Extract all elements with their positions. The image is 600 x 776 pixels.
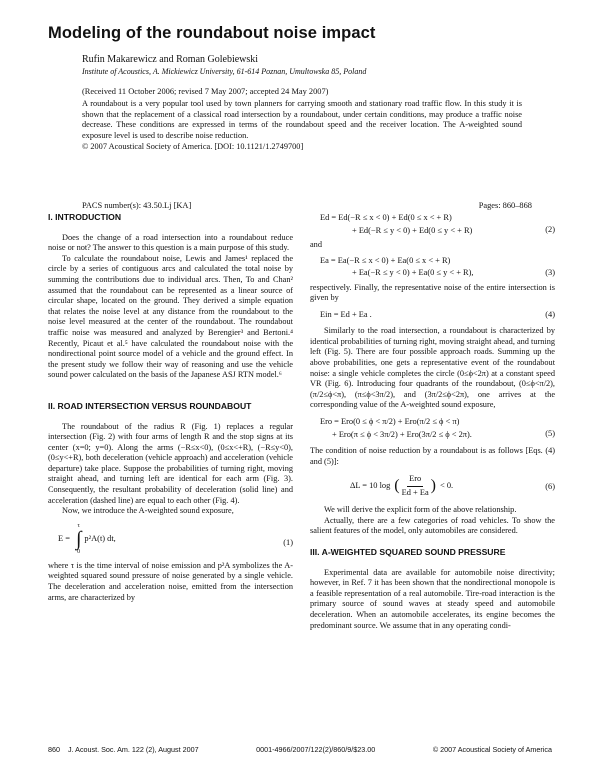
copyright-doi: © 2007 Acoustical Society of America. [DOI: 10.1121/1.2749700]	[82, 141, 304, 151]
right-column	[310, 212, 555, 631]
paren-close: )	[430, 476, 440, 494]
eq-number: (4)	[545, 309, 555, 319]
section-heading: II. ROAD INTERSECTION VERSUS ROUNDABOUT	[48, 400, 252, 411]
equation-6	[310, 473, 555, 499]
paragraph: The condition of noise reduction by a roundabout is as follows [Eqs. (4) and (5)]:	[310, 446, 555, 466]
page-footer	[48, 745, 552, 754]
paragraph: Similarly to the road intersection, a roundabout is characterized by identical probabilities of turning right, moving straight ahead, and turning left (Fig. 5). There are four possible approach roads. Summing up the above probabilities, one gets a representative event of the roundabout noise: a single vehicle completes the circle (0≤ϕ<2π) at a constant speed VR (Fig. 6). Introducing four quadrants of the roundabout, (0≤ϕ<π/2), (π/2≤ϕ<π), (π≤ϕ<3π/2), and (3π/2≤ϕ<2π), one arrives at the corresponding value of the A-weighted sound exposure,	[310, 326, 555, 410]
eq-number: (5)	[545, 429, 555, 439]
paragraph: To calculate the roundabout noise, Lewis and James¹ replaced the circle by a series of contiguous arcs and calculated the total noise by summing the contributions due to individual arcs. Then, To and Chan² assumed that the roundabout can be represented as a linear source of circular shape, located on the ground. They derived a simple equation that relates the noise level at any distance from the roundabout to the noise level measured at the center of the roundabout. The roundabout traffic noise was measured and analyzed by Berengier³ and Bertoni.⁴ Recently, Picaut et al.⁵ have calculated the roundabout noise with the nondirectional point source model of a vehicle and the ground effect. In the present study we follow their way of reasoning and use the vehicle sound power calculated on the basis of the Japanese ASJ RTN model.⁶	[48, 253, 293, 380]
eq-number: (6)	[545, 482, 555, 492]
integral-sign: ∫	[75, 527, 82, 550]
eq1-lhs: E =	[58, 533, 70, 543]
footer-copyright: © 2007 Acoustical Society of America	[432, 745, 552, 754]
footer-issn: 0001-4966/2007/122(2)/860/9/$23.00	[256, 745, 376, 754]
eq6-fraction	[402, 473, 429, 499]
authors: Rufin Makarewicz and Roman Golebiewski	[82, 54, 259, 65]
equation-5	[310, 416, 555, 441]
equation-2	[310, 212, 555, 237]
connector-word: and	[310, 240, 322, 249]
affiliation: Institute of Acoustics, A. Mickiewicz University, 61-614 Poznan, Umultowska 85, Poland	[82, 67, 367, 76]
eq6-denominator: Ed + Ea	[401, 487, 429, 497]
eq5-line2: + Ero(π ≤ ϕ < 3π/2) + Ero(3π/2 ≤ ϕ < 2π).	[332, 429, 472, 439]
paragraph: We will derive the explicit form of the above relationship.	[324, 505, 517, 515]
equation-4	[310, 309, 555, 322]
page-range: Pages: 860–868	[478, 201, 532, 210]
paragraph: Experimental data are available for automobile noise directivity; however, in Ref. 7 it has been shown that the nondirectional monopole is a feasible representation of a real automobile. Tire-road interaction is the primary source of sound waves at steady speed and automobile deceleration. When an automobile accelerates, its engine becomes the predominant source. We assume that in any operating condi-	[310, 567, 555, 630]
eq6-numerator: Ero	[407, 473, 423, 487]
section-heading: III. A-WEIGHTED SQUARED SOUND PRESSURE	[310, 547, 506, 557]
paren-open: (	[390, 476, 400, 494]
eq3-line1: Ea = Ea(−R ≤ x < 0) + Ea(0 ≤ x < + R)	[320, 255, 451, 265]
abstract	[82, 99, 522, 153]
paragraph: Actually, there are a few categories of road vehicles. To show the salient features of the model, only automobiles are considered.	[310, 515, 555, 536]
equation-3	[310, 255, 555, 280]
paragraph: respectively. Finally, the representative noise of the entire intersection is given by	[310, 282, 555, 303]
paragraph: Does the change of a road intersection into a roundabout reduce noise or not? The answer to this question is a main purpose of this study.	[48, 232, 293, 253]
eq5-line1: Ero = Ero(0 ≤ ϕ < π/2) + Ero(π/2 ≤ ϕ < π)	[320, 417, 460, 427]
eq1-lower-limit: 0	[77, 548, 81, 555]
abstract-text: A roundabout is a very popular tool used by town planners for carrying smooth and stationary road traffic flow. In this study it is shown that the replacement of a classical road intersection by a roundabout, under certain conditions, may produce a traffic noise decrease. These conditions are expressed in terms of the roundabout speed and the receiver location. The A-weighted sound exposure level is used to describe noise reduction.	[82, 99, 522, 141]
paragraph: Now, we introduce the A-weighted sound exposure,	[62, 506, 234, 516]
pacs-numbers: PACS number(s): 43.50.Lj [KA]	[82, 201, 192, 210]
eq-number: (2)	[545, 225, 555, 234]
eq6-rhs: < 0.	[440, 480, 454, 490]
paragraph: The roundabout of the radius R (Fig. 1) replaces a regular intersection (Fig. 2) with four arms of length R and the stop signs at its center (x=0; y=0). Along the arms (−R≤x<0), (0≤x<+R), (−R≤y<0), (0≤y<+R), both deceleration (vehicle approach) and acceleration (vehicle departure) take place. Suppose the probabilities of turning right, moving straight ahead, and turning left are identical for each arm (Fig. 3). Consequently, the resultant probability of deceleration (solid line) and acceleration (dashed line) are equal to each other (Fig. 4).	[48, 421, 293, 505]
eq2-line1: Ed = Ed(−R ≤ x < 0) + Ed(0 ≤ x < + R)	[320, 213, 452, 222]
eq1-integrand: p²A(t) dt,	[84, 533, 116, 543]
paragraph: where τ is the time interval of noise emission and p²A symbolizes the A-weighted squared sound pressure of noise generated by a single vehicle. The deceleration and acceleration noise, emitted from the intersection arms, are characterized by	[48, 560, 293, 602]
eq-number: (1)	[283, 537, 293, 547]
eq2-line2: + Ed(−R ≤ y < 0) + Ed(0 ≤ y < + R)	[352, 225, 473, 235]
eq6-lhs: ΔL = 10 log	[350, 480, 391, 490]
equation-1	[48, 523, 293, 555]
left-column	[48, 212, 293, 603]
received-dates: (Received 11 October 2006; revised 7 May 2007; accepted 24 May 2007)	[82, 87, 329, 96]
section-heading: I. INTRODUCTION	[48, 212, 122, 222]
eq-number: (3)	[545, 267, 555, 277]
paper-title: Modeling of the roundabout noise impact	[48, 24, 376, 42]
eq3-line2: + Ea(−R ≤ y < 0) + Ea(0 ≤ y < + R),	[352, 268, 474, 278]
eq4-body: Ein = Ed + Ea .	[320, 309, 372, 319]
footer-journal: 860 J. Acoust. Soc. Am. 122 (2), August 2007	[48, 745, 199, 754]
eq1-upper-limit: τ	[77, 522, 80, 529]
